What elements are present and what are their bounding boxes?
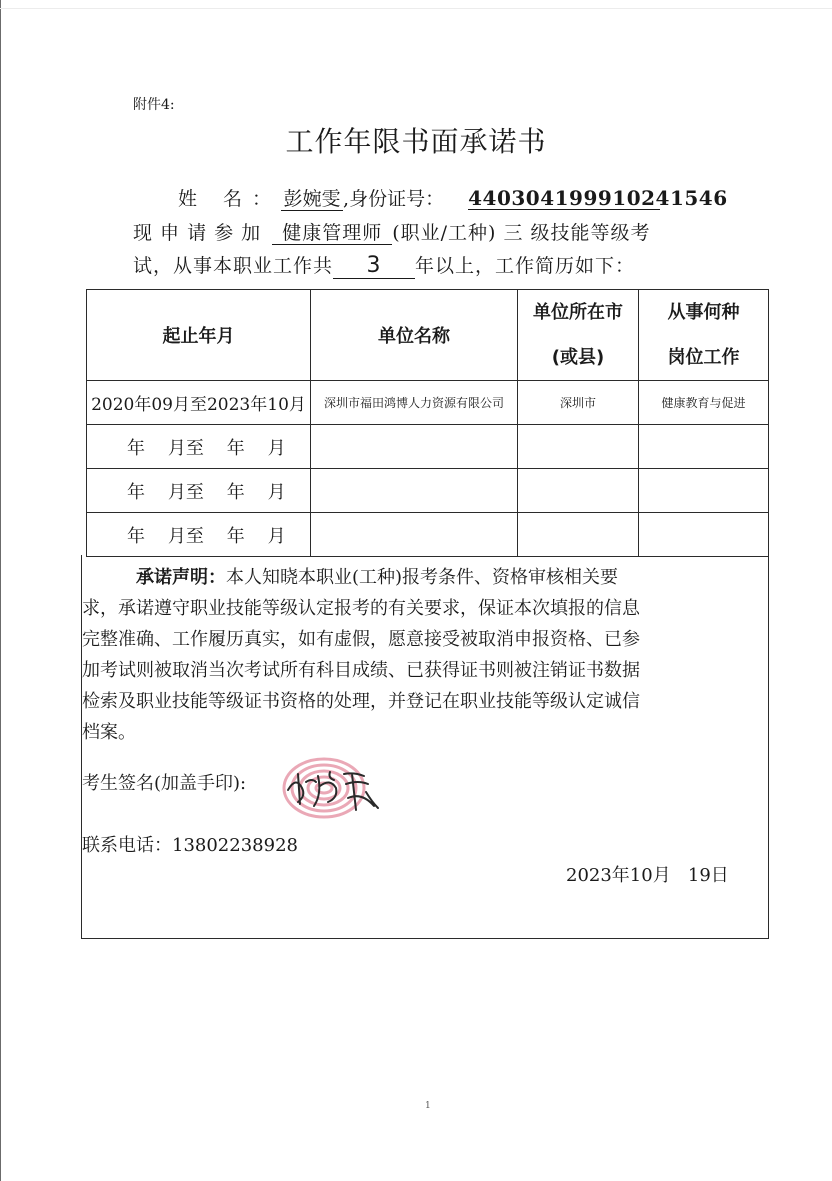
id-number: 440304199910241546 <box>468 186 728 210</box>
row-company <box>311 469 518 513</box>
signature-label: 考生签名(加盖手印): <box>82 773 247 794</box>
page-number: 1 <box>425 1101 431 1111</box>
header-city-line1: 单位所在市 <box>533 302 623 323</box>
row-period: 年 月至 年 月 <box>87 425 311 469</box>
row-position <box>639 513 769 557</box>
name-label: 姓 名： <box>178 188 282 210</box>
apply-prefix: 现 申 请 参 加 <box>133 222 262 244</box>
pledge-line-6: 档案。 <box>82 722 136 743</box>
pledge-line-5: 检索及职业技能等级证书资格的处理，并登记在职业技能等级认定诚信 <box>82 691 640 712</box>
row-city <box>518 425 639 469</box>
pledge-line-2: 求，承诺遵守职业技能等级认定报考的有关要求，保证本次填报的信息 <box>82 598 640 619</box>
applicant-line <box>178 184 728 211</box>
pledge-line-4: 加考试则被取消当次考试所有科目成绩、已获得证书则被注销证书数据 <box>82 660 640 681</box>
header-city-line2: (或县) <box>551 347 605 368</box>
years-prefix: 试，从事本职业工作共 <box>133 255 334 277</box>
scan-top-edge <box>0 8 832 9</box>
row-period: 年 月至 年 月 <box>87 513 311 557</box>
table-row <box>87 513 769 557</box>
pledge-line <box>82 562 732 593</box>
row-period: 年 月至 年 月 <box>87 469 311 513</box>
years-value: 3 <box>333 254 415 279</box>
id-label: ,身份证号： <box>343 188 445 210</box>
header-city <box>518 290 639 381</box>
row-period: 2020年09月至2023年10月 <box>87 381 311 425</box>
row-city <box>518 513 639 557</box>
occupation-suffix: (职业/工种) 三 <box>392 222 524 244</box>
table-row <box>87 425 769 469</box>
row-city: 深圳市 <box>518 381 639 425</box>
table-row <box>87 469 769 513</box>
sign-date: 2023年10月 19日 <box>566 865 729 886</box>
application-line-2 <box>133 251 635 279</box>
header-company: 单位名称 <box>311 290 518 381</box>
occupation-name: 健康管理师 <box>272 223 392 245</box>
applicant-name: 彭婉雯 <box>281 189 343 211</box>
header-position <box>639 290 769 381</box>
row-company: 深圳市福田鸿博人力资源有限公司 <box>311 381 518 425</box>
years-suffix: 年以上，工作简历如下： <box>415 255 636 277</box>
phone-label: 联系电话： <box>82 835 172 856</box>
row-city <box>518 469 639 513</box>
fingerprint-icon <box>284 759 364 817</box>
pledge-statement <box>82 562 732 748</box>
row-position <box>639 425 769 469</box>
application-line-1 <box>133 218 651 245</box>
header-period: 起止年月 <box>87 290 311 381</box>
scan-left-edge <box>0 0 1 1181</box>
phone-number: 13802238928 <box>172 835 298 856</box>
header-position-line2: 岗位工作 <box>667 347 740 368</box>
row-company <box>311 513 518 557</box>
row-position <box>639 469 769 513</box>
attachment-label: 附件4: <box>133 97 175 113</box>
row-position: 健康教育与促进 <box>639 381 769 425</box>
contact-phone <box>82 831 298 857</box>
pledge-lead: 承诺声明： <box>136 567 226 588</box>
work-history-table <box>86 289 769 557</box>
signature-with-fingerprint <box>282 752 392 822</box>
table-row <box>87 381 769 425</box>
row-company <box>311 425 518 469</box>
pledge-line-3: 完整准确、工作履历真实，如有虚假，愿意接受被取消申报资格、已参 <box>82 629 640 650</box>
header-position-line1: 从事何种 <box>667 302 740 323</box>
document-title: 工作年限书面承诺书 <box>285 125 547 158</box>
pledge-line-1: 本人知晓本职业(工种)报考条件、资格审核相关要 <box>226 567 619 588</box>
table-header-row <box>87 290 769 381</box>
level-suffix: 级技能等级考 <box>530 222 651 244</box>
